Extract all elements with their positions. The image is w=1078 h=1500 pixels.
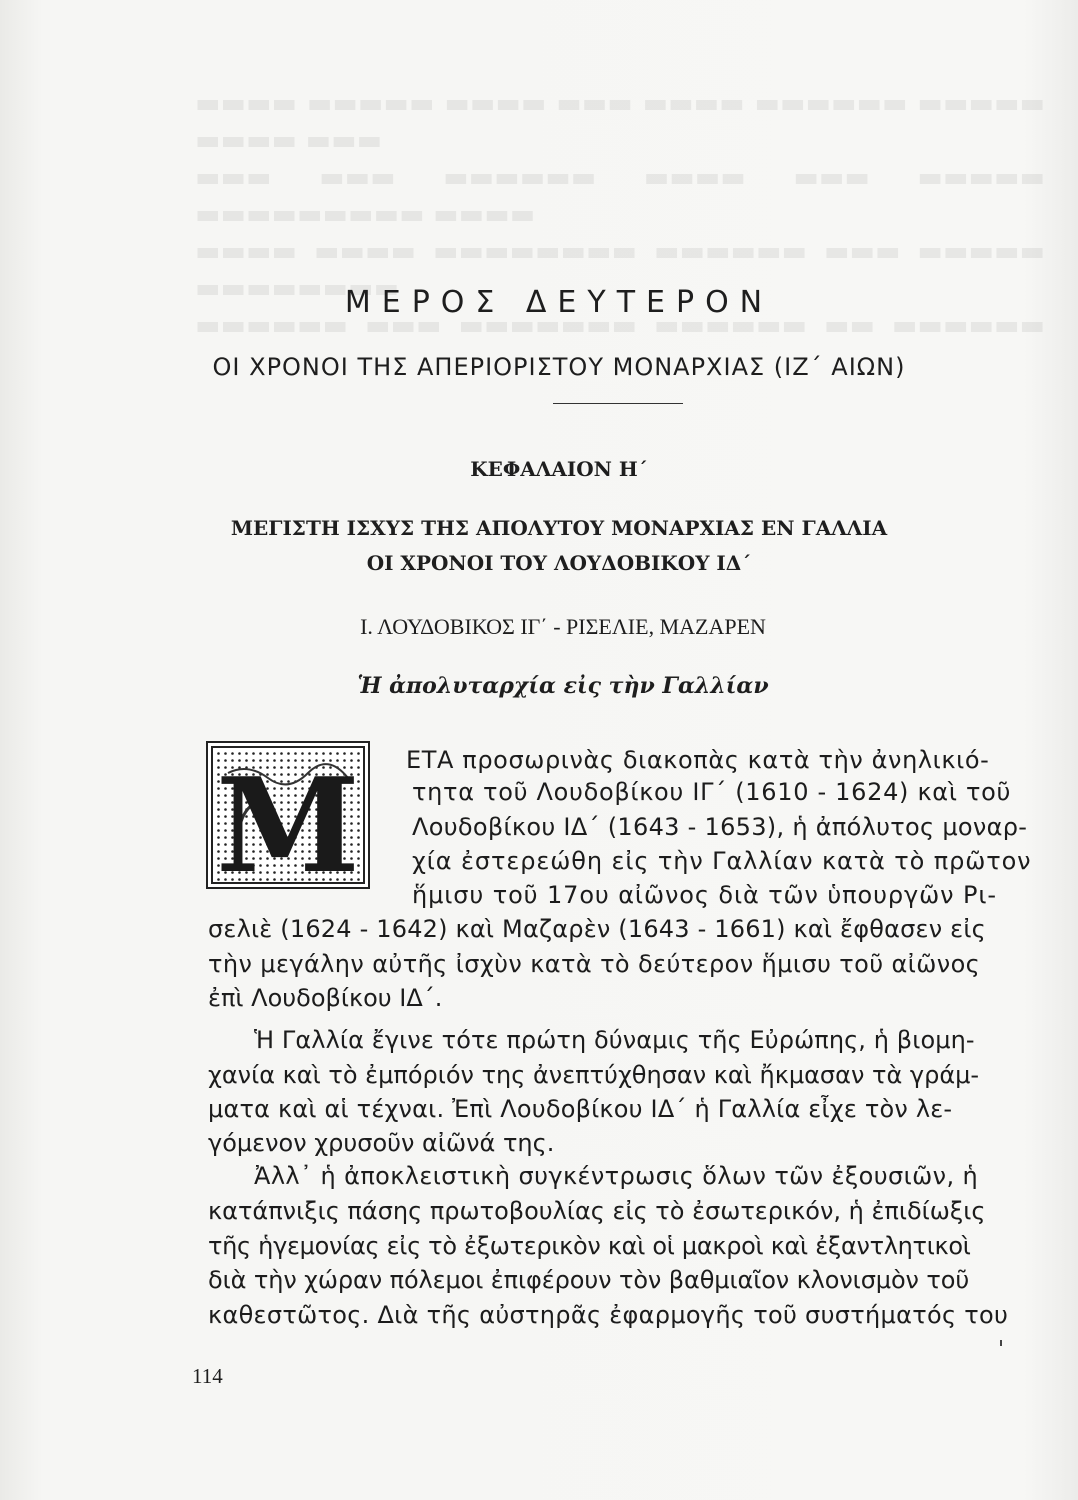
- chapter-heading-line-1: ΜΕΓΙΣΤΗ ΙΣΧΥΣ ΤΗΣ ΑΠΟΛΥΤΟΥ ΜΟΝΑΡΧΙΑΣ ΕΝ ΓΑΛΛΙΑ: [230, 516, 888, 540]
- print-mark: [1000, 1340, 1002, 1346]
- body-line: ΕΤΑ προσωρινὰς διακοπὰς κατὰ τὴν ἀνηλικιό-: [406, 746, 990, 774]
- body-line: τὴν μεγάλην αὐτῆς ἰσχὺν κατὰ τὸ δεύτερον ἥμισυ τοῦ αἰῶνος: [208, 950, 981, 978]
- part-title: ΜΕΡΟΣ ΔΕΥΤΕΡΟΝ: [344, 285, 774, 320]
- body-line: ἐπὶ Λουδοβίκου ΙΔ΄.: [208, 984, 443, 1012]
- body-line: χία ἐστερεώθη εἰς τὴν Γαλλίαν κατὰ τὸ πρῶτον: [412, 847, 1032, 875]
- ornamental-dropcap: [206, 741, 370, 889]
- body-line: διὰ τὴν χώραν πόλεμοι ἐπιφέρουν τὸν βαθμιαῖον κλονισμὸν τοῦ: [208, 1266, 970, 1294]
- body-line: τῆς ἡγεμονίας εἰς τὸ ἐξωτερικὸν καὶ οἱ μακροὶ καὶ ἐξαντλητικοὶ: [208, 1232, 971, 1260]
- era-title: ΟΙ ΧΡΟΝΟΙ ΤΗΣ ΑΠΕΡΙΟΡΙΣΤΟΥ ΜΟΝΑΡΧΙΑΣ (ΙΖ΄ ΑΙΩΝ): [212, 353, 906, 381]
- page-number: 114: [192, 1364, 223, 1388]
- body-line: χανία καὶ τὸ ἐμπόριόν της ἀνεπτύχθησαν καὶ ἤκμασαν τὰ γράμ-: [208, 1061, 980, 1089]
- divider-rule: [553, 403, 683, 404]
- body-line: σελιὲ (1624 - 1642) καὶ Μαζαρὲν (1643 - 1661) καὶ ἔφθασεν εἰς: [208, 915, 986, 943]
- bleed-through-texture: ▬▬▬▬ ▬▬▬▬▬ ▬▬▬▬ ▬▬▬ ▬▬▬▬ ▬▬▬▬▬▬ ▬▬▬▬▬ ▬▬▬▬ ▬▬▬ ▬▬▬ ▬▬▬ ▬▬▬▬▬▬ ▬▬▬▬ ▬▬▬ ▬▬▬▬▬ ▬▬▬▬▬▬▬▬▬ ▬▬▬▬ ▬▬▬▬ ▬▬▬▬ ▬▬▬▬▬▬▬▬ ▬▬▬▬▬▬ ▬▬▬ ▬▬▬▬▬ ▬▬▬▬▬▬▬▬ ▬▬▬▬▬▬ ▬▬▬ ▬▬▬▬▬▬▬ ▬▬▬▬▬▬ ▬▬ ▬▬▬▬▬▬: [195, 88, 1045, 341]
- body-line: κατάπνιξις πάσης πρωτοβουλίας εἰς τὸ ἐσωτερικόν, ἡ ἐπιδίωξις: [208, 1197, 986, 1225]
- dropcap-ornament-icon: [208, 743, 368, 887]
- svg-text:M: M: [216, 749, 360, 887]
- subheading: Ἡ ἀπολυταρχία εἰς τὴν Γαλλίαν: [357, 673, 769, 699]
- body-line: Λουδοβίκου ΙΔ΄ (1643 - 1653), ἡ ἀπόλυτος μοναρ-: [412, 813, 1028, 841]
- chapter-heading-line-2: ΟΙ ΧΡΟΝΟΙ ΤΟΥ ΛΟΥΔΟΒΙΚΟΥ ΙΔ΄: [366, 551, 752, 575]
- body-line: καθεστῶτος. Διὰ τῆς αὐστηρᾶς ἐφαρμογῆς τοῦ συστήματός του: [208, 1301, 1009, 1329]
- chapter-title: ΚΕΦΑΛΑΙΟΝ Η΄: [470, 457, 648, 481]
- body-line: γόμενον χρυσοῦν αἰῶνά της.: [208, 1129, 555, 1157]
- body-line: Ἀλλ᾽ ἡ ἀποκλειστικὴ συγκέντρωσις ὅλων τῶν ἐξουσιῶν, ἡ: [254, 1162, 979, 1190]
- body-line: ματα καὶ αἱ τέχναι. Ἐπὶ Λουδοβίκου ΙΔ΄ ἡ Γαλλία εἶχε τὸν λε-: [208, 1095, 953, 1123]
- body-line: Ἡ Γαλλία ἔγινε τότε πρώτη δύναμις τῆς Εὐρώπης, ἡ βιομη-: [254, 1026, 975, 1054]
- body-line: ἥμισυ τοῦ 17ου αἰῶνος διὰ τῶν ὑπουργῶν Ρι-: [412, 881, 997, 909]
- section-title: Ι. ΛΟΥΔΟΒΙΚΟΣ ΙΓ΄ - ΡΙΣΕΛΙΕ, ΜΑΖΑΡΕΝ: [360, 614, 766, 639]
- body-line: τητα τοῦ Λουδοβίκου ΙΓ΄ (1610 - 1624) καὶ τοῦ: [412, 778, 1012, 806]
